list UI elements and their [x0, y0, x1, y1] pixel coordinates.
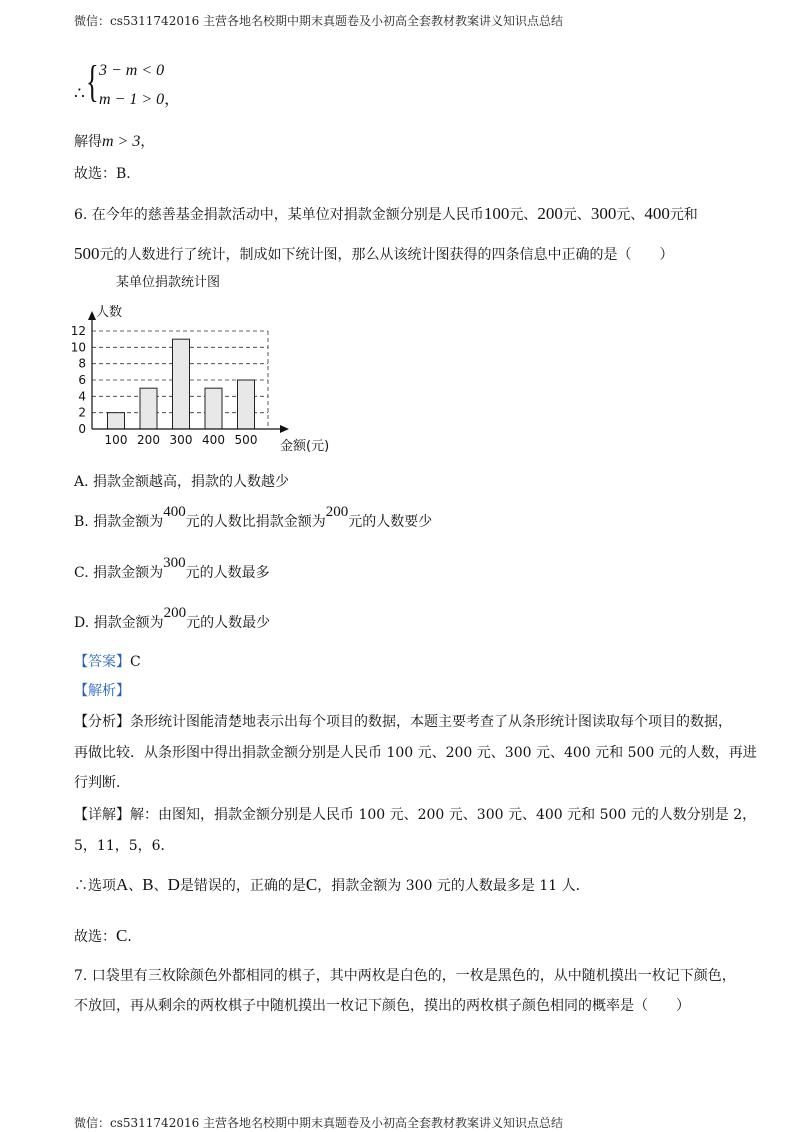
page-footer: 微信：cs5311742016 主营各地名校期中期末真题卷及小初高全套教材教案讲义知识点总结	[74, 1116, 564, 1130]
x-tick-label: 100	[104, 433, 128, 447]
final-choice: 故选：C．	[74, 926, 142, 945]
x-axis-label: 金额(元)	[280, 439, 330, 454]
y-tick-label: 10	[70, 340, 86, 355]
y-tick-label: 8	[78, 356, 86, 371]
detail-line2: 5，11，5，6．	[74, 838, 175, 854]
therefore-symbol: ∴	[74, 84, 85, 104]
q6-line1: 6. 在今年的慈善基金捐款活动中，某单位对捐款金额分别是人民币100元、200元、300元、400元和	[74, 204, 698, 223]
y-tick-label: 6	[78, 373, 86, 387]
chart-title: 某单位捐款统计图	[116, 275, 221, 290]
bar	[205, 388, 222, 429]
bar-chart	[60, 268, 360, 458]
y-axis-arrow	[88, 311, 96, 320]
option-b: B. 捐款金额为400元的人数比捐款金额为200元的人数要少	[74, 504, 433, 530]
option-c: C. 捐款金额为300元的人数最多	[74, 555, 270, 581]
prev-choice: 故选：B．	[74, 166, 141, 182]
y-axis-label: 人数	[96, 305, 123, 320]
inequality-2: m − 1 > 0，	[99, 91, 181, 108]
answer-line: 【答案】C	[74, 654, 141, 670]
x-tick-label: 500	[234, 433, 258, 447]
y-tick-label: 2	[78, 405, 86, 420]
y-tick-label: 4	[78, 389, 86, 404]
option-a: A. 捐款金额越高，捐款的人数越少	[74, 474, 290, 490]
system-brace: {	[86, 57, 99, 106]
option-d: D. 捐款金额为200元的人数最少	[74, 605, 271, 631]
bar	[140, 388, 157, 429]
y-tick-label: 12	[70, 324, 86, 338]
y-tick-label: 0	[78, 422, 86, 436]
bar	[108, 413, 125, 429]
inequality-1: 3 − m < 0	[99, 62, 165, 79]
fenxi-line3: 行判断．	[74, 775, 130, 791]
detail-line1: 【详解】解：由图知，捐款金额分别是人民币 100 元、200 元、300 元、400 元和 500 元的人数分别是 2，	[74, 807, 757, 823]
bar	[238, 380, 255, 429]
x-tick-label: 300	[169, 433, 193, 447]
x-tick-label: 400	[202, 433, 225, 447]
bar	[173, 339, 190, 429]
fenxi-line2: 再做比较．从条形图中得出捐款金额分别是人民币 100 元、200 元、300 元、400 元和 500 元的人数，再进	[74, 745, 757, 761]
analysis-tag: 【解析】	[74, 683, 130, 699]
q7-line2: 不放回，再从剩余的两枚棋子中随机摸出一枚记下颜色，摸出的两枚棋子颜色相同的概率是（ ）	[74, 998, 690, 1014]
conclusion-line: ∴选项A、B、D是错误的，正确的是C，捐款金额为 300 元的人数最多是 11 人．	[74, 875, 590, 894]
fenxi-line1: 【分析】条形统计图能清楚地表示出每个项目的数据，本题主要考查了从条形统计图读取每个项目的数据，	[74, 714, 732, 730]
solve-line: 解得m > 3，	[74, 133, 155, 150]
x-tick-label: 200	[137, 433, 160, 447]
page-header: 微信：cs5311742016 主营各地名校期中期末真题卷及小初高全套教材教案讲义知识点总结	[74, 14, 564, 28]
q6-line2: 500元的人数进行了统计，制成如下统计图，那么从该统计图获得的四条信息中正确的是（ ）	[74, 244, 674, 263]
x-axis-arrow	[280, 425, 289, 433]
q7-line1: 7. 口袋里有三枚除颜色外都相同的棋子，其中两枚是白色的，一枚是黑色的，从中随机摸出一枚记下颜色，	[74, 968, 736, 984]
